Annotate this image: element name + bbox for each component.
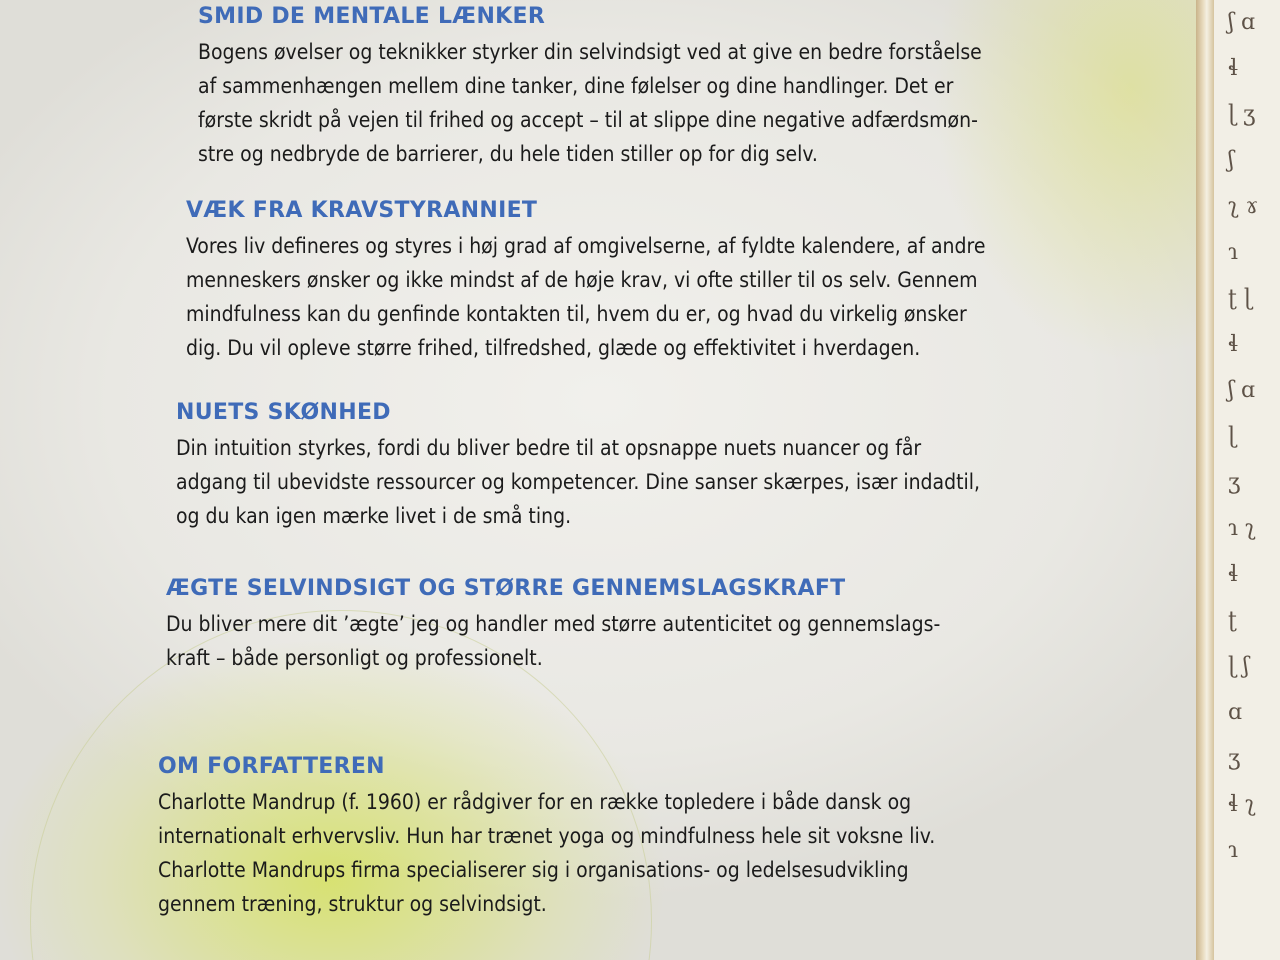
section-body: Din intuition styrkes, fordi du bliver bedre til at opsnappe nuets nuancer og får adgang til ubevidste ressourcer og kompetencer. Dine sanser skærpes, især indadtil, og du kan igen mærke livet i de små ting. — [176, 436, 981, 528]
section-heading: VÆK FRA KRAVSTYRANNIET — [186, 198, 538, 223]
section-body: Du bliver mere dit ’ægte’ jeg og handler med større autenticitet og gennemslags- kraft – både personligt og professionelt. — [166, 612, 941, 670]
section-body: Bogens øvelser og teknikker styrker din selvindsigt ved at give en bedre forståelse af sammenhængen mellem dine tanker, dine følelser og dine handlinger. Det er første skridt på vejen til frihed og accept – til at slippe dine negative adfærdsmøn- stre og nedbryde de barrierer, du hele tiden stiller op for dig selv. — [198, 40, 982, 166]
section-body: Charlotte Mandrup (f. 1960) er rådgiver for en række topledere i både dansk og internationalt erhvervsliv. Hun har trænet yoga og mindfulness hele sit voksne liv. Charlotte Mandrups firma specialiserer sig i organisations- og ledelsesudvikling gennem træning, struktur og selvindsigt. — [158, 790, 936, 916]
section-body: Vores liv defineres og styres i høj grad af omgivelserne, af fyldte kalendere, af andre menneskers ønsker og ikke mindst af de høje krav, vi ofte stiller til os selv. Gennem mindfulness kan du genfinde kontakten til, hvem du er, og hvad du virkelig ønsker dig. Du vil opleve større frihed, tilfredshed, glæde og effektivitet i hverdagen. — [186, 234, 986, 360]
section-heading: OM FORFATTEREN — [158, 754, 385, 779]
section-mental-chains — [198, 4, 1098, 171]
section-beauty-of-now — [176, 400, 1076, 533]
handwriting-decoration: ʃ ɑ ɬ ɭ ʒ ʃ ʅ ɤ ɿ ʈ ɭ ɬ ʃ ɑ ɭ ʒ ɿ ʅ ɬ ʈ ɭ ʃ ɑ ʒ ɬ ʅ ɿ — [1228, 10, 1259, 863]
section-heading: NUETS SKØNHED — [176, 400, 391, 425]
section-heading: SMID DE MENTALE LÆNKER — [198, 4, 546, 29]
section-about-author — [158, 754, 1088, 921]
section-true-insight — [166, 576, 1086, 675]
book-spine-edge — [1196, 0, 1214, 960]
section-heading: ÆGTE SELVINDSIGT OG STØRRE GENNEMSLAGSKRAFT — [166, 576, 846, 601]
section-demand-tyranny — [186, 198, 1086, 365]
